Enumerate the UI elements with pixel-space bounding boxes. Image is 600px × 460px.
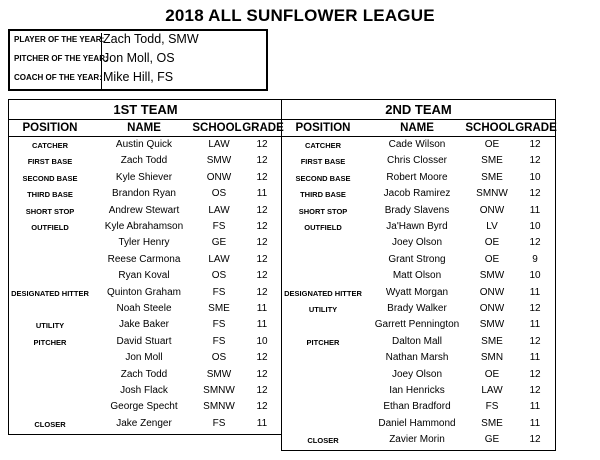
name-cell: Austin Quick xyxy=(115,139,173,150)
position-cell: CATCHER xyxy=(304,141,342,150)
grade-cell: 10 xyxy=(529,270,541,282)
grade-cell: 12 xyxy=(529,385,541,396)
table-row xyxy=(282,433,555,449)
table-row xyxy=(282,220,555,236)
table-row xyxy=(282,318,555,334)
position-cell: OUTFIELD xyxy=(31,223,69,232)
divider xyxy=(9,136,282,137)
school-cell: LAW xyxy=(481,385,503,396)
school-cell: SMNW xyxy=(203,385,235,396)
table-row xyxy=(9,400,282,416)
position-cell: SHORT STOP xyxy=(25,206,75,216)
grade-cell: 12 xyxy=(529,188,541,200)
table-row xyxy=(282,253,555,269)
name-cell: Ian Henricks xyxy=(389,385,445,396)
position-cell: PITCHER xyxy=(306,337,340,347)
table-row xyxy=(9,171,282,187)
position-cell: SHORT STOP xyxy=(298,206,348,216)
grade-cell: 12 xyxy=(256,368,268,380)
name-cell: Ethan Bradford xyxy=(383,401,451,413)
school-cell: ONW xyxy=(479,286,505,298)
grade-cell: 11 xyxy=(529,401,541,413)
position-cell: UTILITY xyxy=(308,305,338,314)
name-cell: Noah Steele xyxy=(116,303,172,314)
school-cell: OE xyxy=(484,253,500,265)
award-player-of-year xyxy=(10,31,266,50)
school-cell: ONW xyxy=(479,303,505,314)
name-cell: Zavier Morin xyxy=(389,434,445,446)
name-cell: Kyle Shiever xyxy=(115,171,173,183)
school-cell: SME xyxy=(481,171,503,183)
grade-cell: 11 xyxy=(529,352,541,364)
position-cell: THIRD BASE xyxy=(27,190,73,200)
name-cell: Jake Zenger xyxy=(116,417,172,429)
school-cell: SMW xyxy=(206,155,232,167)
position-cell: FIRST BASE xyxy=(300,157,346,167)
school-cell: FS xyxy=(212,221,226,232)
grade-cell: 12 xyxy=(256,237,268,249)
column-header: NAME xyxy=(400,122,434,134)
table-row xyxy=(9,269,282,285)
divider xyxy=(9,119,282,120)
table-row xyxy=(9,154,282,170)
grade-cell: 10 xyxy=(256,335,268,347)
school-cell: FS xyxy=(212,417,226,429)
school-cell: LAW xyxy=(208,253,230,265)
school-cell: FS xyxy=(212,319,226,331)
school-cell: OS xyxy=(211,188,227,200)
name-cell: Garrett Pennington xyxy=(374,319,460,331)
position-cell: DESIGNATED HITTER xyxy=(284,288,362,298)
divider xyxy=(282,136,555,137)
table-row xyxy=(9,204,282,220)
name-cell: Quinton Graham xyxy=(107,286,181,298)
team-title: 1ST TEAM xyxy=(113,102,178,117)
grade-cell: 11 xyxy=(529,319,541,331)
name-cell: Brandon Ryan xyxy=(112,188,176,200)
name-cell: Jake Baker xyxy=(118,319,170,331)
name-cell: Zach Todd xyxy=(120,368,168,380)
school-cell: LAW xyxy=(208,204,230,216)
table-row xyxy=(282,171,555,187)
position-cell: SECOND BASE xyxy=(22,173,78,183)
grade-cell: 12 xyxy=(256,204,268,216)
grade-cell: 11 xyxy=(529,417,541,429)
school-cell: SMN xyxy=(480,352,504,364)
name-cell: Tyler Henry xyxy=(118,237,170,249)
position-cell: THIRD BASE xyxy=(300,190,346,200)
grade-cell: 12 xyxy=(529,335,541,347)
name-cell: Joey Olson xyxy=(391,368,443,380)
position-cell: CATCHER xyxy=(31,141,69,150)
name-cell: George Specht xyxy=(110,401,178,413)
school-cell: ONW xyxy=(479,204,505,216)
position-cell: OUTFIELD xyxy=(304,223,342,232)
grade-cell: 12 xyxy=(256,171,268,183)
table-row xyxy=(9,417,282,433)
award-pitcher-of-year xyxy=(10,50,266,69)
grade-cell: 12 xyxy=(529,139,541,150)
school-cell: OE xyxy=(484,237,500,249)
grade-cell: 10 xyxy=(529,171,541,183)
name-cell: Robert Moore xyxy=(386,171,448,183)
name-cell: Andrew Stewart xyxy=(108,204,180,216)
award-value: Zach Todd, SMW xyxy=(103,32,199,46)
name-cell: Cade Wilson xyxy=(388,139,446,150)
table-row xyxy=(282,204,555,220)
school-cell: SME xyxy=(481,417,503,429)
name-cell: Brady Slavens xyxy=(384,204,450,216)
column-header: POSITION xyxy=(295,122,351,134)
school-cell: SME xyxy=(208,303,230,314)
school-cell: SME xyxy=(481,335,503,347)
position-cell: UTILITY xyxy=(35,321,65,331)
table-row xyxy=(282,269,555,285)
column-header: GRADE xyxy=(242,122,284,134)
grade-cell: 12 xyxy=(529,155,541,167)
position-cell: CLOSER xyxy=(34,419,66,429)
column-header: NAME xyxy=(127,122,161,134)
grade-cell: 11 xyxy=(529,286,541,298)
school-cell: GE xyxy=(211,237,227,249)
name-cell: Brady Walker xyxy=(387,303,447,314)
school-cell: FS xyxy=(485,401,499,413)
table-row xyxy=(9,236,282,252)
name-cell: David Stuart xyxy=(116,335,172,347)
school-cell: OS xyxy=(211,352,227,364)
column-header: POSITION xyxy=(22,122,78,134)
school-cell: SMNW xyxy=(476,188,508,200)
column-header: GRADE xyxy=(515,122,557,134)
grade-cell: 12 xyxy=(529,303,541,314)
position-cell: SECOND BASE xyxy=(295,173,351,183)
name-cell: Zach Todd xyxy=(120,155,168,167)
table-row xyxy=(282,187,555,203)
grade-cell: 11 xyxy=(256,417,268,429)
school-cell: FS xyxy=(212,286,226,298)
table-row xyxy=(282,286,555,302)
name-cell: Chris Closser xyxy=(386,155,447,167)
name-cell: Jacob Ramirez xyxy=(383,188,451,200)
name-cell: Dalton Mall xyxy=(391,335,443,347)
grade-cell: 12 xyxy=(256,401,268,413)
grade-cell: 10 xyxy=(529,221,541,232)
table-row xyxy=(9,220,282,236)
school-cell: SMW xyxy=(206,368,232,380)
table-row xyxy=(9,368,282,384)
grade-cell: 12 xyxy=(529,368,541,380)
award-value: Mike Hill, FS xyxy=(103,70,174,84)
school-cell: SMW xyxy=(479,270,505,282)
name-cell: Matt Olson xyxy=(392,270,442,282)
table-row xyxy=(282,368,555,384)
award-value: Jon Moll, OS xyxy=(103,51,175,65)
school-cell: LAW xyxy=(208,139,230,150)
column-header: SCHOOL xyxy=(465,122,515,134)
position-cell: PITCHER xyxy=(33,337,67,347)
name-cell: Nathan Marsh xyxy=(385,352,449,364)
award-label: PITCHER OF THE YEAR: xyxy=(14,54,108,63)
table-row xyxy=(9,318,282,334)
award-label: PLAYER OF THE YEAR: xyxy=(14,35,105,44)
school-cell: SME xyxy=(481,155,503,167)
grade-cell: 12 xyxy=(256,221,268,232)
position-cell: FIRST BASE xyxy=(27,157,73,167)
grade-cell: 9 xyxy=(532,253,538,265)
grade-cell: 12 xyxy=(256,139,268,150)
name-cell: Jon Moll xyxy=(125,352,163,364)
grade-cell: 11 xyxy=(256,319,268,331)
name-cell: Reese Carmona xyxy=(107,253,181,265)
school-cell: GE xyxy=(484,434,500,446)
school-cell: ONW xyxy=(206,171,232,183)
grade-cell: 12 xyxy=(256,352,268,364)
table-row xyxy=(282,351,555,367)
first-team-table xyxy=(8,99,282,435)
name-cell: Daniel Hammond xyxy=(378,417,456,429)
grade-cell: 12 xyxy=(256,286,268,298)
table-row xyxy=(9,253,282,269)
awards-box xyxy=(8,29,268,91)
table-row xyxy=(282,302,555,318)
table-row xyxy=(9,302,282,318)
table-row xyxy=(9,286,282,302)
table-row xyxy=(9,187,282,203)
grade-cell: 12 xyxy=(256,385,268,396)
grade-cell: 12 xyxy=(529,237,541,249)
grade-cell: 12 xyxy=(256,270,268,282)
table-row xyxy=(282,384,555,400)
award-label: COACH OF THE YEAR: xyxy=(14,73,102,82)
table-row xyxy=(9,335,282,351)
table-row xyxy=(9,351,282,367)
grade-cell: 11 xyxy=(256,303,268,314)
position-cell: DESIGNATED HITTER xyxy=(11,288,89,298)
grade-cell: 11 xyxy=(256,188,268,200)
table-row xyxy=(9,138,282,154)
school-cell: OS xyxy=(211,270,227,282)
second-team-table xyxy=(281,99,556,451)
grade-cell: 12 xyxy=(256,253,268,265)
name-cell: Josh Flack xyxy=(120,385,168,396)
column-header: SCHOOL xyxy=(192,122,242,134)
school-cell: SMNW xyxy=(203,401,235,413)
grade-cell: 11 xyxy=(529,204,541,216)
name-cell: Grant Strong xyxy=(388,253,446,265)
school-cell: OE xyxy=(484,139,500,150)
grade-cell: 12 xyxy=(529,434,541,446)
name-cell: Joey Olson xyxy=(391,237,443,249)
table-row xyxy=(282,236,555,252)
name-cell: Ja'Hawn Byrd xyxy=(386,221,448,232)
name-cell: Wyatt Morgan xyxy=(385,286,449,298)
school-cell: SMW xyxy=(479,319,505,331)
school-cell: LV xyxy=(486,221,498,232)
table-row xyxy=(9,384,282,400)
divider xyxy=(282,119,555,120)
name-cell: Kyle Abrahamson xyxy=(104,221,184,232)
school-cell: OE xyxy=(484,368,500,380)
table-row xyxy=(282,400,555,416)
page-title: 2018 ALL SUNFLOWER LEAGUE xyxy=(165,6,435,25)
table-row xyxy=(282,154,555,170)
award-coach-of-year xyxy=(10,69,266,88)
position-cell: CLOSER xyxy=(307,436,339,446)
table-row xyxy=(282,335,555,351)
team-title: 2ND TEAM xyxy=(385,102,452,117)
table-row xyxy=(282,417,555,433)
table-row xyxy=(282,138,555,154)
school-cell: FS xyxy=(212,335,226,347)
grade-cell: 12 xyxy=(256,155,268,167)
name-cell: Ryan Koval xyxy=(118,270,170,282)
